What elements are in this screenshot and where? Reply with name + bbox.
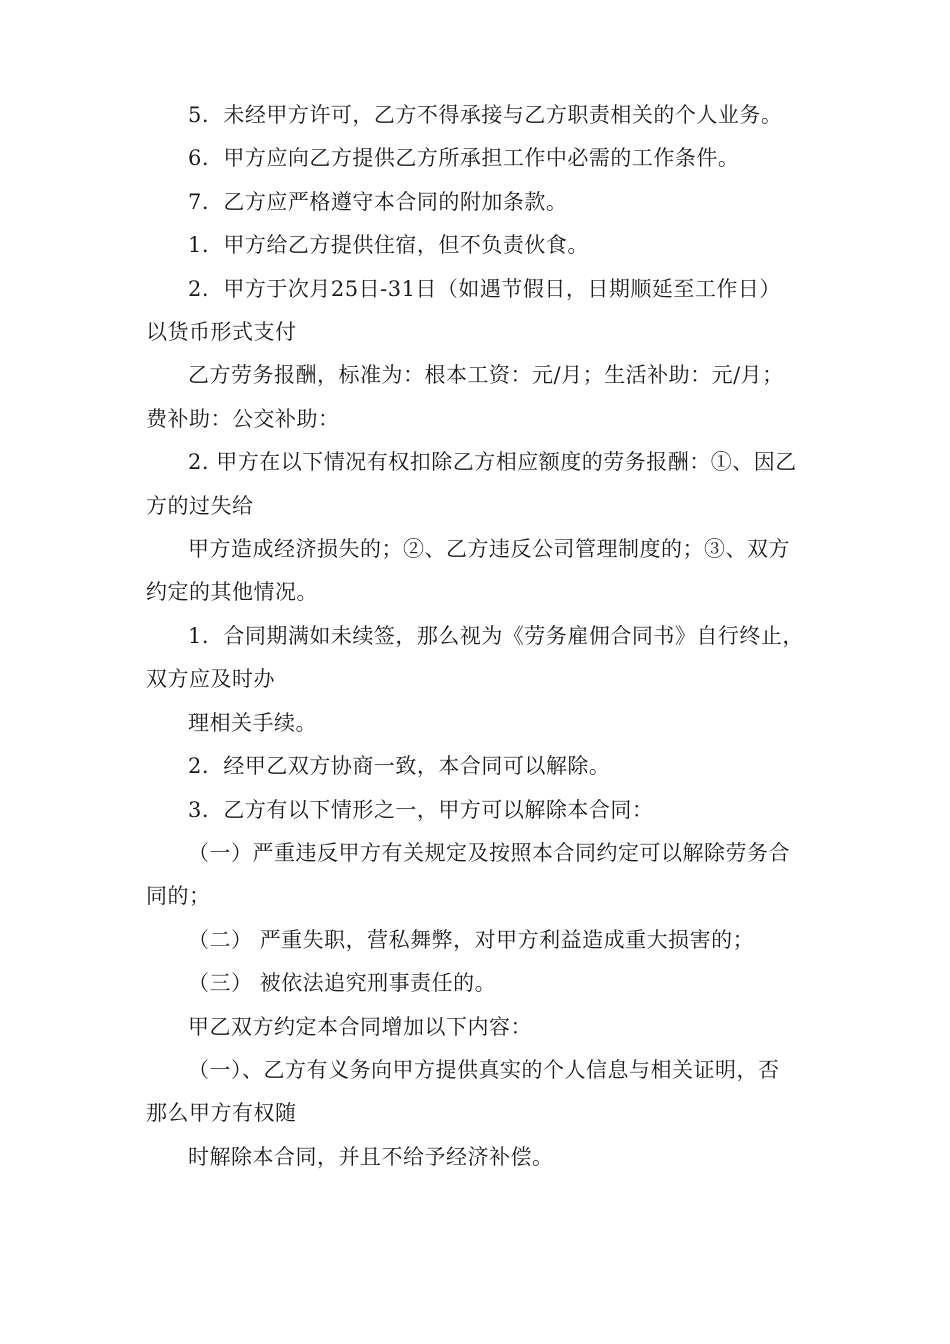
paragraph-item-7: 7. 乙方应严格遵守本合同的附加条款。 — [188, 189, 568, 214]
document-body — [146, 94, 827, 1179]
paragraph-condition-3: （三） 被依法追究刑事责任的。 — [188, 971, 497, 996]
paragraph-item-5: 5. 未经甲方许可，乙方不得承接与乙方职责相关的个人业务。 — [188, 103, 783, 127]
paragraph-remuneration-standard: 乙方劳务报酬，标准为：根本工资：元/月；生活补助：元/月； 费补助：公交补助： — [146, 363, 827, 431]
paragraph-termination-conditions: 3. 乙方有以下情形之一，甲方可以解除本合同： — [188, 797, 654, 822]
paragraph-additional-term-1-cont: 时解除本合同，并且不给予经济补偿。 — [188, 1144, 554, 1169]
paragraph-contract-expiry: 1. 合同期满如未续签，那么视为《劳务雇佣合同书》自行终止，双方应及时办 — [146, 623, 804, 692]
paragraph-payment-date: 2. 甲方于次月25日-31日（如遇节假日，日期顺延至工作日） 以货币形式支付 — [146, 276, 789, 345]
paragraph-deduction-cases: 甲方造成经济损失的；②、乙方违反公司管理制度的；③、双方约定的其他情况。 — [146, 537, 790, 605]
paragraph-deduction-conditions: 2. 甲方在以下情况有权扣除乙方相应额度的劳务报酬：①、因乙方的过失给 — [146, 450, 797, 518]
paragraph-additional-terms: 甲乙双方约定本合同增加以下内容： — [188, 1014, 532, 1039]
paragraph-contract-expiry-cont: 理相关手续。 — [188, 710, 317, 735]
paragraph-mutual-termination: 2. 经甲乙双方协商一致，本合同可以解除。 — [188, 754, 611, 779]
paragraph-accommodation: 1. 甲方给乙方提供住宿，但不负责伙食。 — [188, 233, 589, 258]
paragraph-condition-2: （二） 严重失职，营私舞弊，对甲方利益造成重大损害的； — [188, 927, 755, 952]
paragraph-additional-term-1: （一）、乙方有义务向甲方提供真实的个人信息与相关证明，否 那么甲方有权随 — [146, 1057, 794, 1126]
paragraph-condition-1: （一）严重违反甲方有关规定及按照本合同约定可以解除劳务合同的； — [146, 840, 790, 909]
paragraph-item-6: 6. 甲方应向乙方提供乙方所承担工作中必需的工作条件。 — [188, 146, 740, 171]
